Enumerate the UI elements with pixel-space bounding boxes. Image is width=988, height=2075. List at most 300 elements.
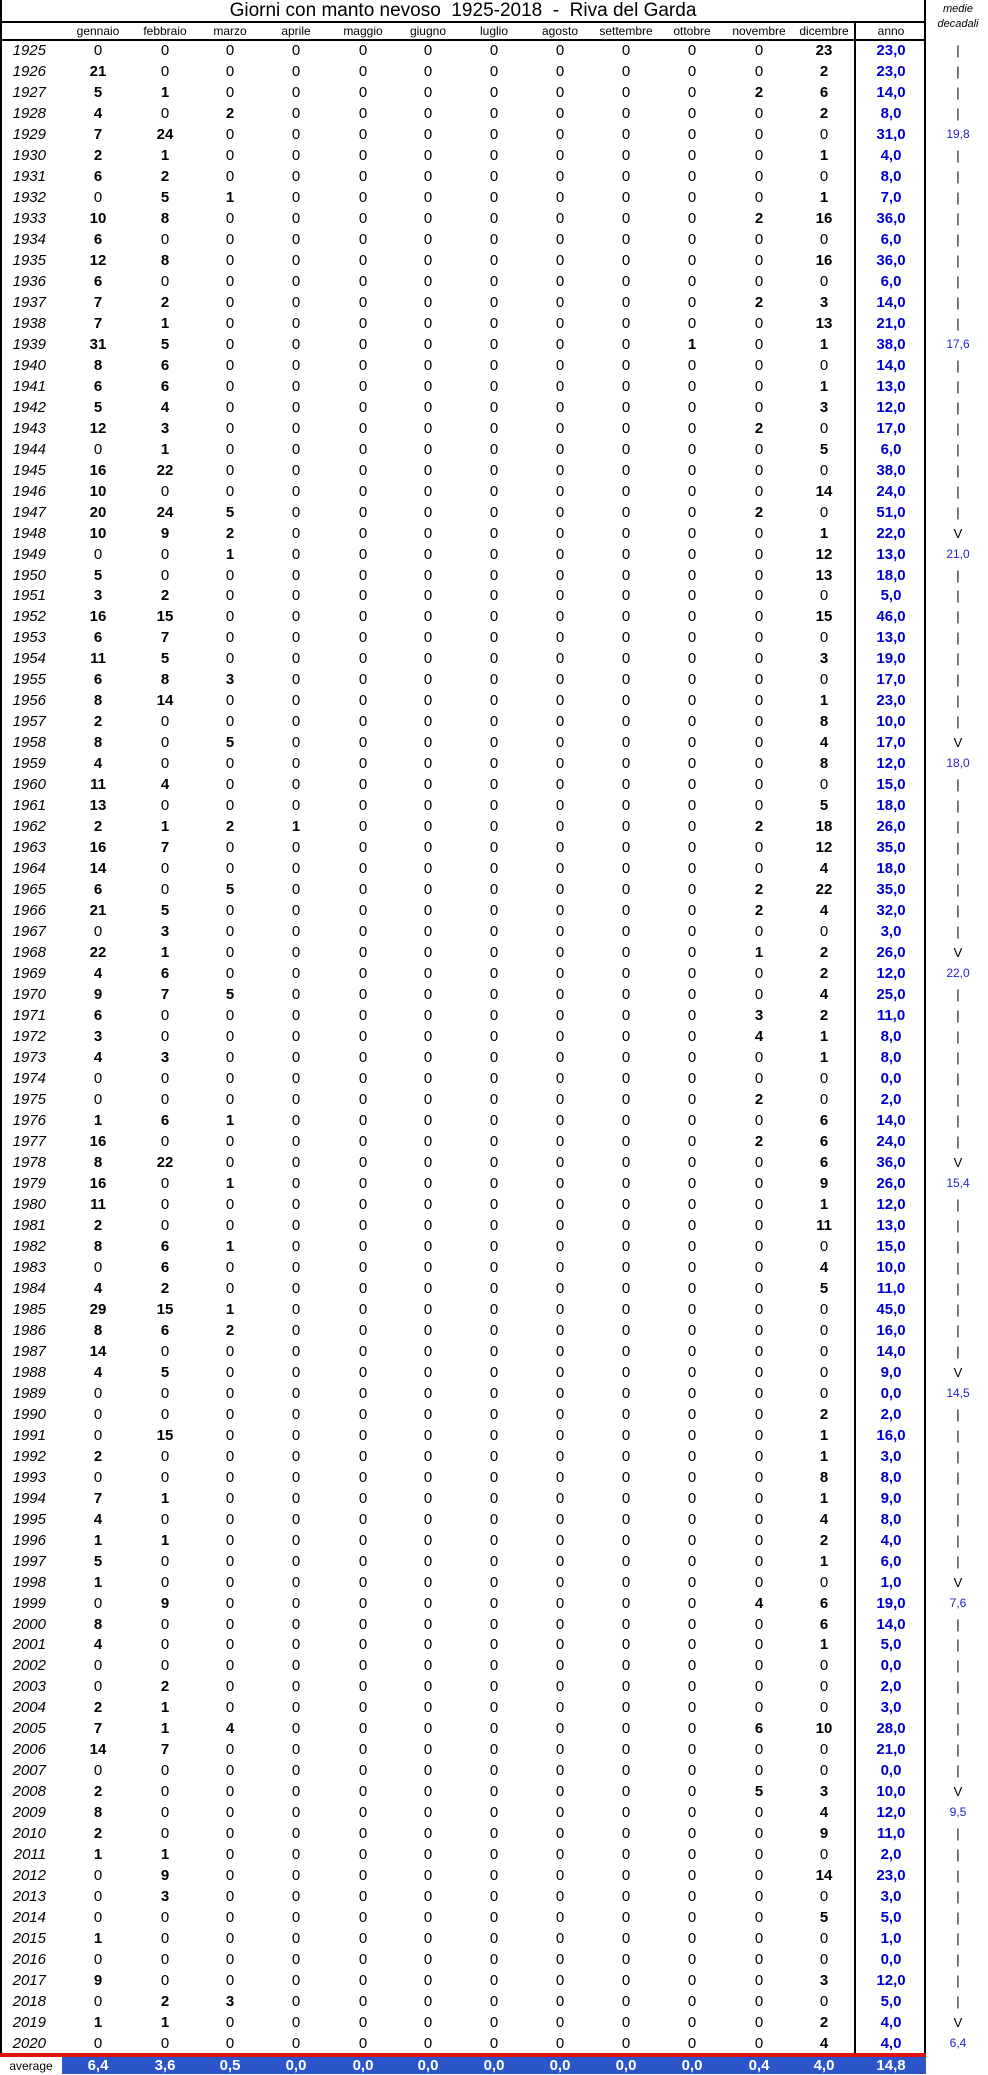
cell-gennaio: 16 — [89, 1132, 107, 1150]
annual-total-cell: 10,0 — [876, 713, 906, 731]
cell-giugno: 0 — [423, 1552, 433, 1570]
annual-total-cell: 3,0 — [880, 1447, 902, 1465]
cell-dicembre: 14 — [815, 482, 833, 500]
cell-settembre: 0 — [621, 1930, 631, 1948]
cell-maggio: 0 — [358, 503, 368, 521]
cell-marzo: 0 — [225, 1091, 235, 1108]
annual-total-cell: 9,0 — [880, 1489, 902, 1507]
cell-novembre: 0 — [754, 1930, 764, 1948]
cell-novembre: 0 — [754, 1678, 764, 1696]
cell-luglio: 0 — [489, 1741, 499, 1759]
cell-novembre: 0 — [754, 755, 764, 773]
table-row — [0, 732, 988, 753]
cell-marzo: 2 — [225, 818, 235, 836]
cell-aprile: 0 — [291, 1258, 301, 1276]
table-row — [0, 984, 988, 1005]
cell-maggio: 0 — [358, 377, 368, 395]
cell-novembre: 0 — [754, 230, 764, 248]
decade-marker: V — [953, 735, 963, 751]
cell-maggio: 0 — [358, 671, 368, 689]
cell-giugno: 0 — [423, 188, 433, 206]
decade-average: 14,5 — [946, 1385, 970, 1400]
cell-luglio: 0 — [489, 650, 499, 668]
cell-settembre: 0 — [621, 566, 631, 584]
cell-aprile: 0 — [291, 1468, 301, 1486]
cell-marzo: 0 — [225, 923, 235, 941]
cell-febbraio: 7 — [160, 839, 170, 857]
year-cell: 1997 — [12, 1552, 46, 1570]
cell-gennaio: 0 — [93, 1951, 103, 1969]
cell-aprile: 0 — [291, 839, 301, 857]
cell-gennaio: 14 — [89, 1342, 107, 1360]
cell-aprile: 0 — [291, 230, 301, 248]
cell-maggio: 0 — [358, 860, 368, 878]
year-cell: 1949 — [12, 545, 46, 563]
cell-novembre: 0 — [754, 608, 764, 626]
cell-ottobre: 0 — [687, 1909, 697, 1927]
cell-gennaio: 2 — [93, 818, 103, 836]
cell-giugno: 0 — [423, 1720, 433, 1738]
decade-marker: | — [956, 504, 960, 520]
cell-giugno: 0 — [423, 608, 433, 626]
cell-ottobre: 0 — [687, 440, 697, 458]
cell-febbraio: 6 — [160, 356, 170, 374]
cell-febbraio: 4 — [160, 776, 170, 794]
cell-aprile: 0 — [291, 1762, 301, 1780]
cell-febbraio: 0 — [160, 1070, 170, 1088]
table-row — [0, 879, 988, 900]
cell-agosto: 0 — [555, 1426, 565, 1444]
cell-aprile: 0 — [291, 1426, 301, 1444]
cell-dicembre: 13 — [815, 314, 833, 332]
header-gennaio: gennaio — [76, 24, 120, 38]
cell-maggio: 0 — [358, 1132, 368, 1150]
cell-giugno: 0 — [423, 230, 433, 248]
annual-total-cell: 17,0 — [876, 734, 906, 752]
cell-febbraio: 0 — [160, 1552, 170, 1570]
cell-luglio: 0 — [489, 1070, 499, 1088]
cell-febbraio: 0 — [160, 1447, 170, 1465]
table-row — [0, 753, 988, 774]
cell-gennaio: 6 — [93, 272, 103, 290]
cell-novembre: 0 — [754, 1846, 764, 1864]
year-cell: 1955 — [12, 671, 46, 689]
annual-total-cell: 12,0 — [876, 965, 906, 983]
year-cell: 1985 — [12, 1300, 46, 1318]
cell-maggio: 0 — [358, 944, 368, 962]
cell-maggio: 0 — [358, 1237, 368, 1255]
cell-novembre: 0 — [754, 566, 764, 584]
cell-maggio: 0 — [358, 1384, 368, 1402]
cell-marzo: 0 — [225, 1447, 235, 1465]
cell-febbraio: 6 — [160, 965, 170, 983]
cell-ottobre: 0 — [687, 650, 697, 668]
cell-dicembre: 0 — [819, 923, 829, 941]
table-row — [0, 711, 988, 732]
decade-marker: | — [956, 714, 960, 730]
cell-maggio: 0 — [358, 419, 368, 437]
cell-dicembre: 4 — [819, 986, 829, 1004]
cell-settembre: 0 — [621, 314, 631, 332]
cell-agosto: 0 — [555, 461, 565, 479]
year-cell: 1956 — [12, 692, 46, 710]
annual-total-cell: 14,0 — [876, 356, 906, 374]
table-row — [0, 40, 988, 61]
cell-maggio: 0 — [358, 797, 368, 815]
cell-settembre: 0 — [621, 1636, 631, 1654]
year-cell: 1953 — [12, 629, 46, 647]
cell-settembre: 0 — [621, 1279, 631, 1297]
cell-luglio: 0 — [489, 1510, 499, 1528]
year-cell: 2016 — [12, 1951, 46, 1969]
cell-dicembre: 4 — [819, 1258, 829, 1276]
cell-aprile: 0 — [291, 986, 301, 1004]
table-row — [0, 1781, 988, 1802]
cell-maggio: 0 — [358, 1216, 368, 1234]
cell-novembre: 0 — [754, 713, 764, 731]
annual-total-cell: 9,0 — [880, 1363, 902, 1381]
cell-dicembre: 0 — [819, 419, 829, 437]
cell-luglio: 0 — [489, 272, 499, 290]
cell-novembre: 2 — [754, 818, 764, 836]
cell-settembre: 0 — [621, 503, 631, 521]
cell-maggio: 0 — [358, 1657, 368, 1675]
cell-luglio: 0 — [489, 776, 499, 794]
cell-ottobre: 0 — [687, 1762, 697, 1780]
cell-febbraio: 6 — [160, 1111, 170, 1129]
table-row — [0, 1509, 988, 1530]
decade-marker: | — [956, 1679, 960, 1695]
cell-gennaio: 0 — [93, 1657, 103, 1675]
cell-settembre: 0 — [621, 650, 631, 668]
annual-total-cell: 2,0 — [880, 1091, 902, 1108]
cell-dicembre: 1 — [819, 335, 829, 353]
cell-gennaio: 1 — [93, 1573, 103, 1591]
decade-average: 22,0 — [946, 966, 970, 981]
table-row — [0, 313, 988, 334]
cell-agosto: 0 — [555, 1049, 565, 1067]
cell-febbraio: 1 — [160, 818, 170, 836]
cell-aprile: 0 — [291, 713, 301, 731]
decade-marker: | — [956, 567, 960, 583]
cell-marzo: 0 — [225, 1930, 235, 1948]
cell-dicembre: 2 — [819, 1405, 829, 1423]
cell-giugno: 0 — [423, 1028, 433, 1046]
cell-aprile: 0 — [291, 629, 301, 647]
cell-febbraio: 1 — [160, 1531, 170, 1549]
cell-dicembre: 13 — [815, 566, 833, 584]
cell-gennaio: 11 — [90, 776, 106, 794]
cell-giugno: 0 — [423, 482, 433, 500]
cell-marzo: 0 — [225, 1510, 235, 1528]
cell-ottobre: 0 — [687, 314, 697, 332]
cell-febbraio: 0 — [160, 1909, 170, 1927]
cell-giugno: 0 — [423, 1741, 433, 1759]
cell-maggio: 0 — [358, 1195, 368, 1213]
decade-marker: | — [956, 1973, 960, 1989]
cell-giugno: 0 — [423, 923, 433, 941]
cell-novembre: 2 — [754, 419, 764, 437]
cell-agosto: 0 — [555, 1342, 565, 1360]
cell-novembre: 0 — [754, 1888, 764, 1906]
cell-settembre: 0 — [621, 188, 631, 206]
cell-gennaio: 8 — [93, 1615, 103, 1633]
cell-ottobre: 0 — [687, 62, 697, 80]
cell-giugno: 0 — [423, 1258, 433, 1276]
cell-aprile: 0 — [291, 1216, 301, 1234]
cell-aprile: 0 — [291, 1972, 301, 1990]
cell-aprile: 0 — [291, 1028, 301, 1046]
cell-maggio: 0 — [358, 881, 368, 899]
cell-luglio: 0 — [489, 1216, 499, 1234]
cell-agosto: 0 — [555, 818, 565, 836]
cell-maggio: 0 — [358, 398, 368, 416]
cell-dicembre: 0 — [819, 1993, 829, 2011]
cell-febbraio: 0 — [160, 1468, 170, 1486]
cell-dicembre: 0 — [819, 1070, 829, 1088]
cell-novembre: 0 — [754, 1426, 764, 1444]
cell-agosto: 0 — [555, 629, 565, 647]
cell-febbraio: 0 — [160, 881, 170, 899]
header-luglio: luglio — [479, 24, 509, 38]
cell-luglio: 0 — [489, 230, 499, 248]
cell-marzo: 0 — [225, 1531, 235, 1549]
cell-ottobre: 0 — [687, 524, 697, 542]
cell-giugno: 0 — [423, 944, 433, 962]
cell-marzo: 0 — [225, 146, 235, 164]
annual-total-cell: 11,0 — [876, 1007, 906, 1025]
decade-marker: | — [956, 1511, 960, 1527]
year-cell: 1973 — [12, 1049, 46, 1067]
cell-novembre: 0 — [754, 587, 764, 605]
annual-total-cell: 12,0 — [876, 1804, 906, 1822]
cell-maggio: 0 — [358, 755, 368, 773]
cell-ottobre: 0 — [687, 1405, 697, 1423]
cell-settembre: 0 — [621, 734, 631, 752]
decade-marker: V — [953, 2015, 963, 2031]
decade-marker: | — [956, 1910, 960, 1926]
cell-marzo: 0 — [225, 1405, 235, 1423]
cell-agosto: 0 — [555, 398, 565, 416]
cell-marzo: 0 — [225, 860, 235, 878]
annual-total-cell: 3,0 — [880, 1888, 902, 1906]
cell-ottobre: 0 — [687, 839, 697, 857]
decade-average: 7,6 — [949, 1595, 967, 1610]
cell-settembre: 0 — [621, 209, 631, 227]
cell-marzo: 0 — [225, 965, 235, 983]
cell-gennaio: 0 — [93, 1867, 103, 1885]
average-febbraio: 3,6 — [154, 2057, 176, 2074]
year-cell: 2020 — [12, 2035, 46, 2053]
cell-maggio: 0 — [358, 461, 368, 479]
cell-marzo: 0 — [225, 1007, 235, 1025]
cell-maggio: 0 — [358, 1699, 368, 1717]
cell-agosto: 0 — [555, 1993, 565, 2011]
annual-total-cell: 2,0 — [880, 1846, 902, 1864]
cell-settembre: 0 — [621, 398, 631, 416]
cell-febbraio: 3 — [160, 419, 170, 437]
cell-febbraio: 0 — [160, 1132, 170, 1150]
year-cell: 1938 — [12, 314, 46, 332]
annual-total-cell: 23,0 — [876, 692, 906, 710]
cell-settembre: 0 — [621, 1321, 631, 1339]
cell-settembre: 0 — [621, 923, 631, 941]
cell-luglio: 0 — [489, 293, 499, 311]
cell-dicembre: 9 — [819, 1825, 829, 1843]
cell-gennaio: 21 — [89, 62, 107, 80]
cell-giugno: 0 — [423, 42, 433, 59]
cell-maggio: 0 — [358, 1007, 368, 1025]
table-row — [0, 1257, 988, 1278]
cell-agosto: 0 — [555, 440, 565, 458]
cell-ottobre: 0 — [687, 398, 697, 416]
cell-ottobre: 0 — [687, 251, 697, 269]
cell-aprile: 0 — [291, 650, 301, 668]
header-maggio: maggio — [343, 24, 383, 38]
cell-dicembre: 9 — [819, 1174, 829, 1192]
cell-ottobre: 0 — [687, 209, 697, 227]
year-cell: 1937 — [12, 293, 46, 311]
cell-gennaio: 8 — [93, 1804, 103, 1822]
cell-settembre: 0 — [621, 1951, 631, 1969]
cell-ottobre: 0 — [687, 1741, 697, 1759]
annual-total-cell: 21,0 — [876, 1741, 906, 1759]
cell-marzo: 0 — [225, 1384, 235, 1402]
cell-gennaio: 8 — [93, 356, 103, 374]
cell-aprile: 0 — [291, 587, 301, 605]
cell-maggio: 0 — [358, 1070, 368, 1088]
year-cell: 1929 — [12, 125, 46, 143]
cell-maggio: 0 — [358, 1489, 368, 1507]
cell-dicembre: 3 — [819, 1972, 829, 1990]
cell-gennaio: 6 — [93, 881, 103, 899]
decade-marker: | — [956, 399, 960, 415]
decade-marker: | — [956, 1050, 960, 1066]
cell-gennaio: 8 — [93, 1153, 103, 1171]
cell-novembre: 0 — [754, 629, 764, 647]
cell-giugno: 0 — [423, 1657, 433, 1675]
cell-settembre: 0 — [621, 1867, 631, 1885]
cell-marzo: 0 — [225, 902, 235, 920]
table-row — [0, 1425, 988, 1446]
cell-febbraio: 0 — [160, 272, 170, 290]
cell-novembre: 0 — [754, 62, 764, 80]
table-row — [0, 627, 988, 648]
table-row — [0, 1236, 988, 1257]
cell-dicembre: 0 — [819, 272, 829, 290]
cell-settembre: 0 — [621, 1342, 631, 1360]
cell-luglio: 0 — [489, 314, 499, 332]
cell-marzo: 0 — [225, 1049, 235, 1067]
cell-dicembre: 11 — [816, 1216, 832, 1234]
cell-febbraio: 2 — [160, 1993, 170, 2011]
cell-ottobre: 0 — [687, 1216, 697, 1234]
cell-marzo: 0 — [225, 2035, 235, 2053]
decade-marker: V — [953, 1154, 963, 1170]
cell-ottobre: 0 — [687, 1531, 697, 1549]
cell-gennaio: 7 — [93, 293, 103, 311]
year-cell: 2001 — [12, 1636, 46, 1654]
cell-settembre: 0 — [621, 356, 631, 374]
cell-luglio: 0 — [489, 419, 499, 437]
cell-dicembre: 0 — [819, 1300, 829, 1318]
cell-febbraio: 15 — [156, 1300, 174, 1318]
table-row — [0, 229, 988, 250]
title-divider — [0, 21, 926, 23]
cell-aprile: 0 — [291, 1783, 301, 1801]
annual-total-cell: 0,0 — [880, 1951, 902, 1969]
annual-total-cell: 3,0 — [880, 923, 902, 941]
cell-settembre: 0 — [621, 1657, 631, 1675]
year-cell: 1969 — [12, 965, 46, 983]
cell-agosto: 0 — [555, 1279, 565, 1297]
cell-luglio: 0 — [489, 566, 499, 584]
cell-maggio: 0 — [358, 1636, 368, 1654]
table-row — [0, 1676, 988, 1697]
cell-luglio: 0 — [489, 251, 499, 269]
cell-ottobre: 0 — [687, 1321, 697, 1339]
table-row — [0, 1383, 988, 1404]
decade-marker: | — [956, 252, 960, 268]
cell-luglio: 0 — [489, 797, 499, 815]
cell-febbraio: 9 — [160, 524, 170, 542]
cell-dicembre: 0 — [819, 629, 829, 647]
cell-dicembre: 1 — [819, 377, 829, 395]
decade-marker: | — [956, 1301, 960, 1317]
table-row — [0, 1823, 988, 1844]
cell-aprile: 0 — [291, 2035, 301, 2053]
cell-giugno: 0 — [423, 104, 433, 122]
cell-aprile: 0 — [291, 62, 301, 80]
cell-agosto: 0 — [555, 839, 565, 857]
average-agosto: 0,0 — [549, 2057, 571, 2074]
annual-total-cell: 5,0 — [880, 587, 902, 605]
cell-agosto: 0 — [555, 293, 565, 311]
year-cell: 1974 — [12, 1070, 46, 1088]
decade-marker: | — [956, 273, 960, 289]
cell-aprile: 0 — [291, 1825, 301, 1843]
cell-luglio: 0 — [489, 944, 499, 962]
cell-giugno: 0 — [423, 398, 433, 416]
cell-ottobre: 0 — [687, 167, 697, 185]
cell-giugno: 0 — [423, 146, 433, 164]
annual-total-cell: 14,0 — [876, 1615, 906, 1633]
cell-maggio: 0 — [358, 62, 368, 80]
cell-gennaio: 0 — [93, 1405, 103, 1423]
cell-gennaio: 6 — [93, 671, 103, 689]
header-settembre: settembre — [599, 24, 653, 38]
year-cell: 2017 — [12, 1972, 46, 1990]
cell-febbraio: 0 — [160, 1405, 170, 1423]
cell-luglio: 0 — [489, 188, 499, 206]
cell-settembre: 0 — [621, 692, 631, 710]
table-row — [0, 2012, 988, 2033]
cell-marzo: 0 — [225, 461, 235, 479]
annual-total-cell: 0,0 — [880, 1657, 902, 1675]
cell-marzo: 0 — [225, 1195, 235, 1213]
table-row — [0, 774, 988, 795]
cell-febbraio: 1 — [160, 83, 170, 101]
cell-aprile: 0 — [291, 671, 301, 689]
cell-giugno: 0 — [423, 1762, 433, 1780]
year-cell: 1945 — [12, 461, 46, 479]
cell-luglio: 0 — [489, 965, 499, 983]
cell-giugno: 0 — [423, 503, 433, 521]
header-agosto: agosto — [541, 24, 579, 38]
cell-marzo: 0 — [225, 1216, 235, 1234]
cell-giugno: 0 — [423, 2014, 433, 2032]
cell-agosto: 0 — [555, 503, 565, 521]
